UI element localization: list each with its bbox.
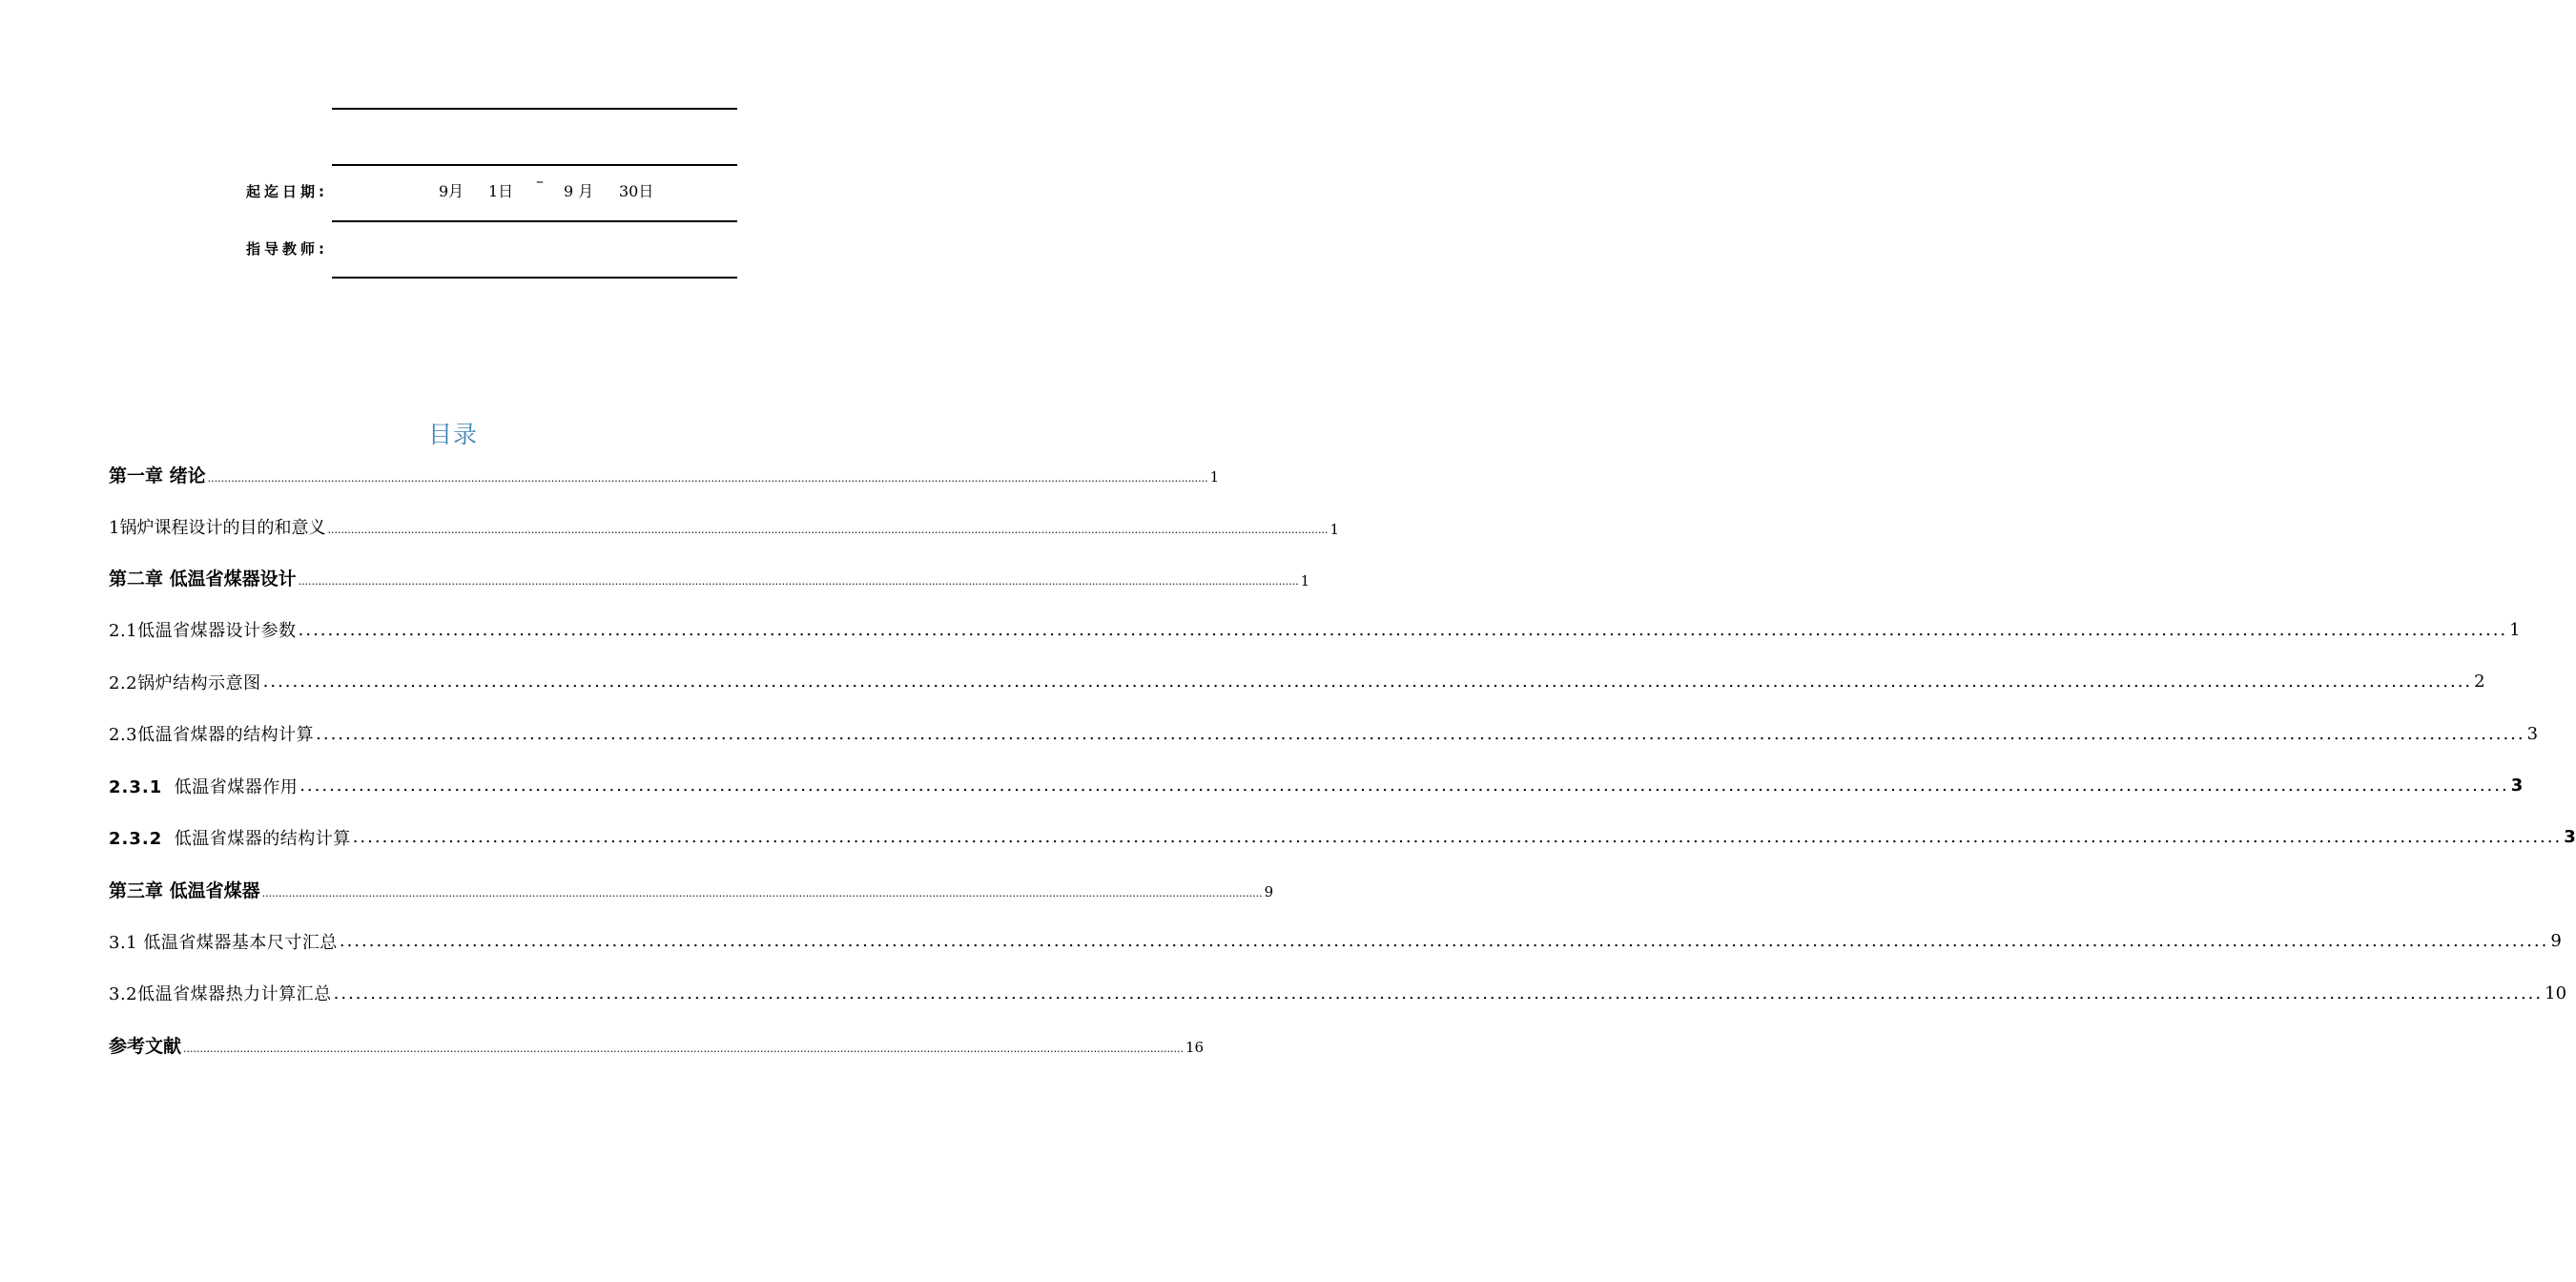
toc-leader: ............................................................................................................................................................................................................................................................................................................ xyxy=(299,775,2509,796)
toc-entry[interactable] xyxy=(109,812,2576,863)
form-line-4 xyxy=(332,277,737,279)
toc-entry-page: 1 xyxy=(1329,520,1339,538)
toc-leader: ............................................................................................................................................................................................................................................................................................................ xyxy=(207,471,1208,485)
toc-entry-title: 低温省煤器的结构计算 xyxy=(174,828,351,849)
toc-entry-text: 参考文献 xyxy=(109,1035,182,1057)
toc-entry-page: 10 xyxy=(2545,982,2567,1003)
toc-entry-text: 第一章 绪论 xyxy=(109,465,206,486)
toc-entry-text: 3.2低温省煤器热力计算汇总 xyxy=(109,984,332,1005)
toc-entry-title: 低温省煤器作用 xyxy=(174,776,299,797)
toc-entry[interactable] xyxy=(109,604,2521,655)
toc-entry-page: 3 xyxy=(2510,775,2524,796)
start-end-date-label: 起迄日期: xyxy=(246,183,328,200)
form-line-3 xyxy=(332,220,737,222)
toc-entry[interactable] xyxy=(109,448,1220,500)
toc-leader: ............................................................................................................................................................................................................................................................................................................ xyxy=(298,575,1299,589)
toc-entry-page: 9 xyxy=(2550,931,2562,952)
toc-entry[interactable] xyxy=(109,500,1339,551)
toc-entry[interactable] xyxy=(109,967,2567,1019)
toc-leader: ............................................................................................................................................................................................................................................................................................................ xyxy=(183,1042,1184,1055)
toc-entry[interactable] xyxy=(109,863,1274,915)
toc-leader: ............................................................................................................................................................................................................................................................................................................ xyxy=(262,672,2473,693)
toc-entry-text: 1锅炉课程设计的目的和意义 xyxy=(109,517,326,538)
date-start-day: 1日 xyxy=(488,182,514,200)
form-line-1 xyxy=(332,108,737,110)
toc-entry-page: 3 xyxy=(2564,827,2576,848)
toc-entry-number: 2.3.2 xyxy=(109,828,163,849)
toc-entry-page: 3 xyxy=(2526,723,2539,744)
toc-entry[interactable] xyxy=(109,708,2539,759)
toc-entry-text: 第二章 低温省煤器设计 xyxy=(109,569,297,590)
toc-entry-text xyxy=(109,774,298,798)
toc-entry-text: 2.1低温省煤器设计参数 xyxy=(109,621,297,642)
toc-entry-page: 1 xyxy=(2509,619,2521,640)
toc-entry[interactable] xyxy=(109,552,1310,604)
date-end-day: 30日 xyxy=(619,182,654,200)
toc-leader: ............................................................................................................................................................................................................................................................................................................ xyxy=(298,619,2508,640)
toc-entry-text: 2.2锅炉结构示意图 xyxy=(109,672,261,693)
toc-entry-page: 2 xyxy=(2474,672,2485,693)
toc-entry-page: 1 xyxy=(1300,571,1310,589)
supervisor-label: 指导教师: xyxy=(246,240,328,258)
toc-title: 目录 xyxy=(427,421,478,448)
toc-entry-page: 1 xyxy=(1209,468,1220,486)
toc-entry-number: 2.3.1 xyxy=(109,776,163,797)
toc-leader: ............................................................................................................................................................................................................................................................................................................ xyxy=(327,524,1329,537)
toc-entry-page: 9 xyxy=(1264,883,1274,901)
toc-leader: ............................................................................................................................................................................................................................................................................................................ xyxy=(352,827,2563,848)
toc-leader: ............................................................................................................................................................................................................................................................................................................ xyxy=(333,982,2544,1003)
toc-entry-text: 3.1 低温省煤器基本尺寸汇总 xyxy=(109,932,338,953)
toc-entry-page: 16 xyxy=(1185,1039,1205,1057)
toc-entry[interactable] xyxy=(109,916,2562,967)
toc-leader: ............................................................................................................................................................................................................................................................................................................ xyxy=(261,886,1263,899)
toc-entry[interactable] xyxy=(109,759,2524,811)
table-of-contents xyxy=(109,448,2576,1071)
toc-entry[interactable] xyxy=(109,1019,1205,1070)
date-end-month: 9 月 xyxy=(564,182,594,200)
toc-entry-text: 2.3低温省煤器的结构计算 xyxy=(109,725,315,746)
toc-leader: ............................................................................................................................................................................................................................................................................................................ xyxy=(339,931,2549,952)
toc-entry-text: 第三章 低温省煤器 xyxy=(109,879,260,901)
toc-entry[interactable] xyxy=(109,656,2485,708)
form-line-2 xyxy=(332,164,737,166)
toc-leader: ............................................................................................................................................................................................................................................................................................................ xyxy=(316,723,2525,744)
date-start-month: 9月 xyxy=(439,182,464,200)
toc-entry-text xyxy=(109,825,351,850)
date-separator: – xyxy=(536,172,544,190)
